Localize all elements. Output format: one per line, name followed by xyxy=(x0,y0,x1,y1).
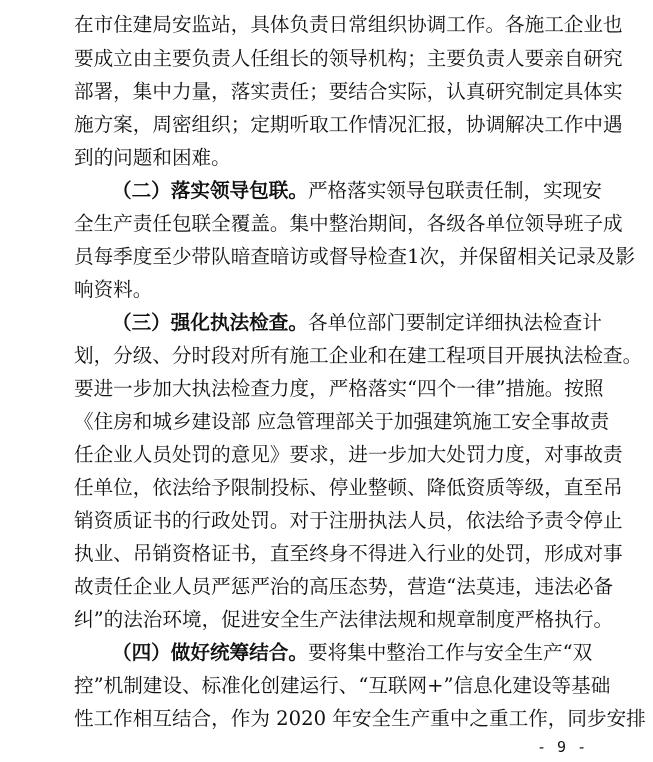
section-heading-line xyxy=(112,308,602,338)
body-text-line: 故责任企业人员严惩严治的高压态势，营造“法莫违，违法必备 xyxy=(74,575,614,598)
body-text-line: 《住房和城乡建设部 应急管理部关于加强建筑施工安全事故责 xyxy=(74,410,610,433)
body-text-line: 全生产责任包联全覆盖。集中整治期间，各级各单位领导班子成 xyxy=(74,212,623,235)
body-text-line: 任单位，依法给予限制投标、停业整顿、降低资质等级，直至吊 xyxy=(74,476,623,499)
body-text-line: 响资料。 xyxy=(74,278,153,301)
body-text: 要将集中整治工作与安全生产“双 xyxy=(307,641,593,664)
body-text-line: 性工作相互结合，作为 2020 年安全生产重中之重工作，同步安排 xyxy=(74,707,646,730)
section-heading: （二）落实领导包联。 xyxy=(112,179,308,202)
body-text-line: 施方案，周密组织；定期听取工作情况汇报，协调解决工作中遇 xyxy=(74,113,623,136)
body-text-line: 要成立由主要负责人任组长的领导机构；主要负责人要亲自研究 xyxy=(74,47,623,70)
body-text-line: 执业、吊销资格证书，直至终身不得进入行业的处罚，形成对事 xyxy=(74,542,623,565)
body-text-line: 任企业人员处罚的意见》要求，进一步加大处罚力度，对事故责 xyxy=(74,443,623,466)
page-number: - 9 - xyxy=(537,738,588,756)
body-text-line: 在市住建局安监站，具体负责日常组织协调工作。各施工企业也 xyxy=(74,13,623,36)
body-text-line: 部署，集中力量，落实责任；要结合实际，认真研究制定具体实 xyxy=(74,80,623,103)
section-heading-line xyxy=(112,638,593,668)
body-text: 各单位部门要制定详细执法检查计 xyxy=(307,311,602,334)
body-text-line: 员每季度至少带队暗查暗访或督导检查1次，并保留相关记录及影 xyxy=(74,245,636,268)
body-text-line: 纠”的法治环境，促进安全生产法律法规和规章制度严格执行。 xyxy=(74,608,614,631)
body-text: 严格落实领导包联责任制，实现安 xyxy=(307,179,602,202)
section-heading-line xyxy=(112,176,602,206)
section-heading: （四）做好统筹结合。 xyxy=(112,641,308,664)
section-heading: （三）强化执法检查。 xyxy=(112,311,308,334)
body-text-line: 要进一步加大执法检查力度，严格落实“四个一律”措施。按照 xyxy=(74,377,604,400)
body-text-line: 销资质证书的行政处罚。对于注册执法人员，依法给予责令停止 xyxy=(74,509,623,532)
body-text-line: 控”机制建设、标准化创建运行、“互联网+”信息化建设等基础 xyxy=(74,674,611,697)
body-text-line: 到的问题和困难。 xyxy=(74,146,231,169)
body-text-line: 划，分级、分时段对所有施工企业和在建工程项目开展执法检查。 xyxy=(74,344,643,367)
